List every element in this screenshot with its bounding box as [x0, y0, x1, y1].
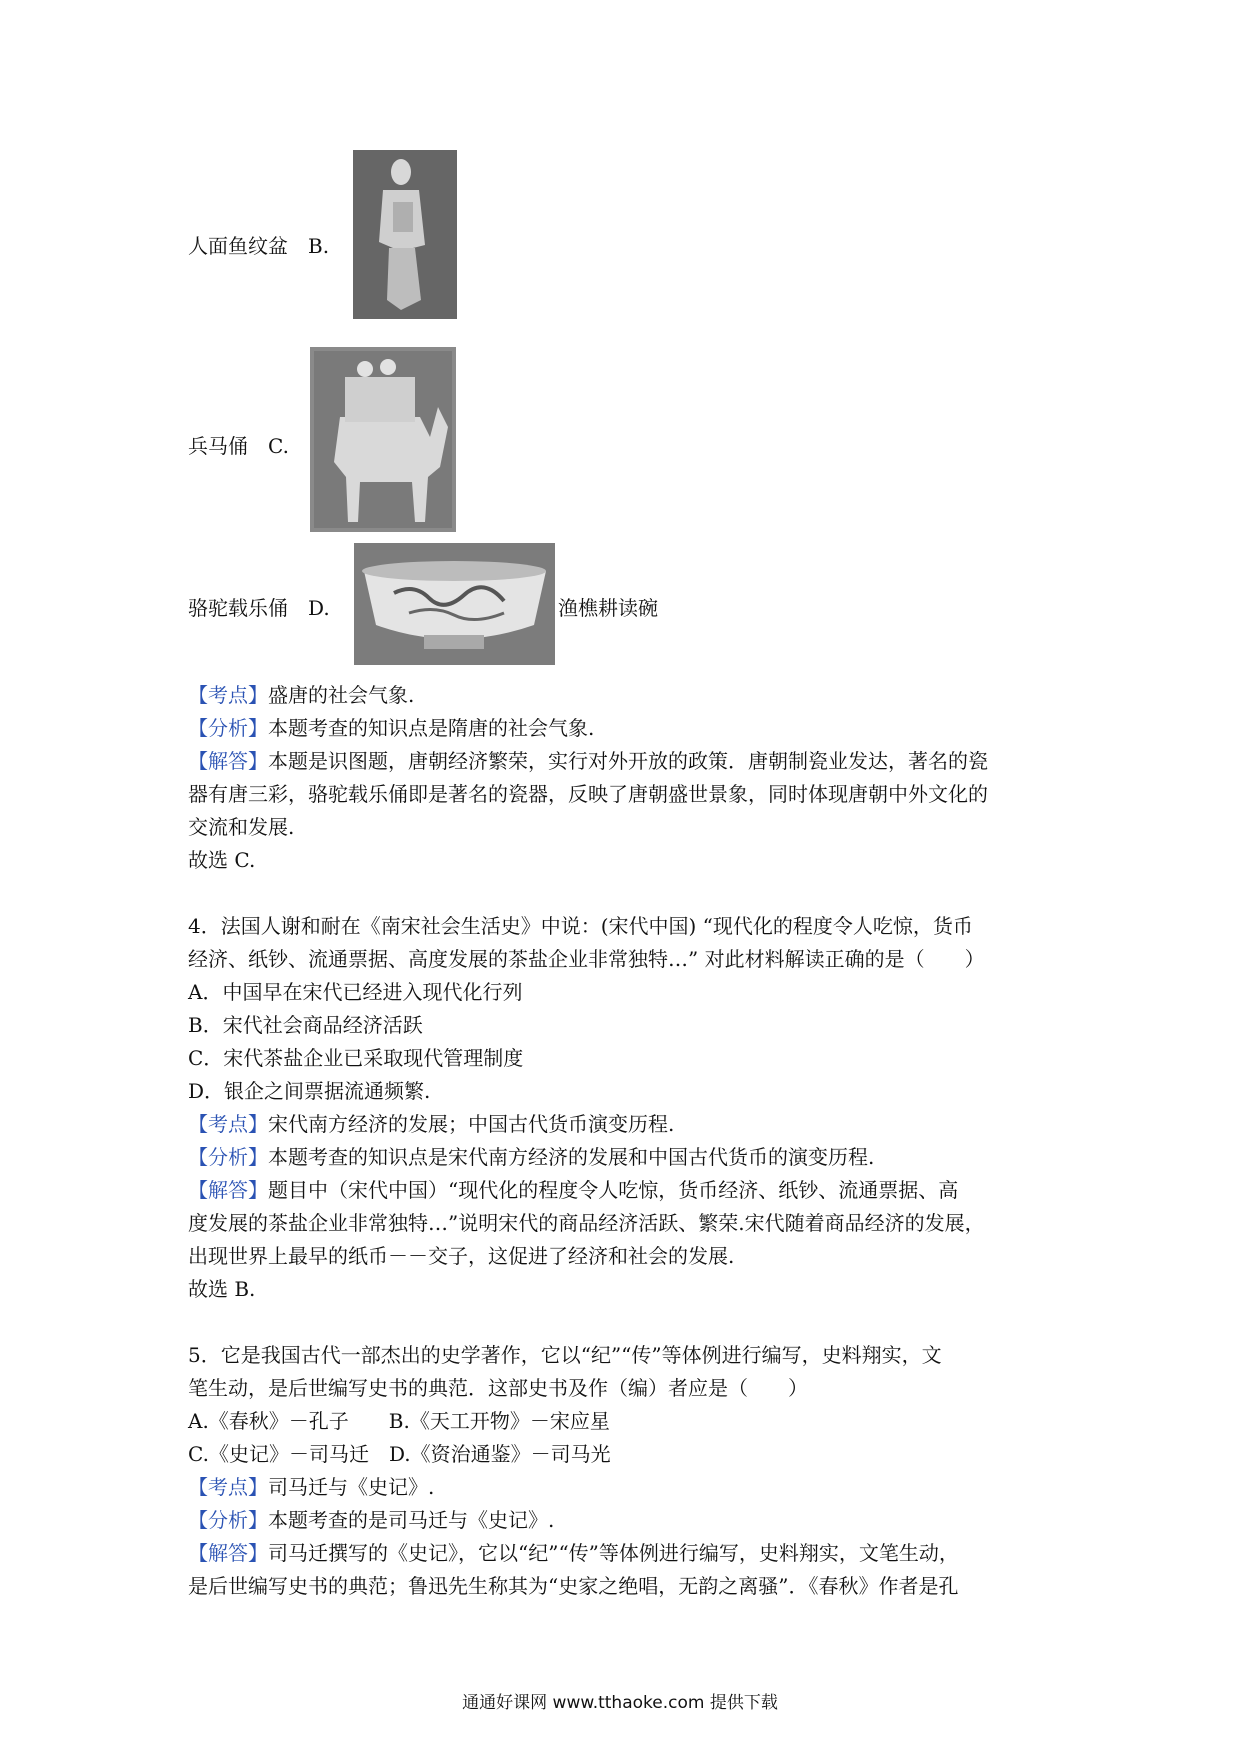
option-a-caption: 人面鱼纹盆 — [188, 234, 288, 258]
q5-jieda: 【解答】司马迁撰写的《史记》，它以“纪”“传”等体例进行编写，史料翔实，文笔生动， — [188, 1541, 959, 1565]
q3-kaodian-text: 盛唐的社会气象. — [268, 683, 415, 707]
q5-jieda-line1: 司马迁撰写的《史记》，它以“纪”“传”等体例进行编写，史料翔实，文笔生动， — [268, 1541, 959, 1565]
q4-jieda-line2: 度发展的茶盐企业非常独特…”说明宋代的商品经济活跃、繁荣.宋代随着商品经济的发展， — [188, 1211, 985, 1235]
q4-option-c: C．宋代茶盐企业已采取现代管理制度 — [188, 1046, 524, 1070]
option-d-letter: D. — [308, 596, 330, 620]
q3-kaodian-label: 考点 — [208, 683, 248, 707]
option-b-caption-line — [188, 430, 289, 463]
q4-option-d: D．银企之间票据流通频繁. — [188, 1079, 431, 1103]
option-c-caption-line — [188, 592, 330, 625]
option-c-caption: 骆驼载乐俑 — [188, 596, 288, 620]
option-d-caption: 渔樵耕读碗 — [558, 596, 658, 620]
q5-fenxi-label: 分析 — [208, 1508, 248, 1532]
q4-kaodian: 【考点】宋代南方经济的发展；中国古代货币演变历程. — [188, 1112, 675, 1136]
q4-stem-line2: 经济、纸钞、流通票据、高度发展的茶盐企业非常独特…” 对此材料解读正确的是（ ） — [188, 947, 985, 971]
q4-option-a: A．中国早在宋代已经进入现代化行列 — [188, 980, 523, 1004]
q5-kaodian-label: 考点 — [208, 1475, 248, 1499]
bowl-photo — [354, 543, 555, 665]
q5-stem-line2: 笔生动，是后世编写史书的典范．这部史书及作（编）者应是（ ） — [188, 1376, 808, 1400]
q4-fenxi: 【分析】本题考查的知识点是宋代南方经济的发展和中国古代货币的演变历程. — [188, 1145, 875, 1169]
q3-answer: 故选 C. — [188, 848, 256, 872]
q3-fenxi-label: 分析 — [208, 716, 248, 740]
q3-jieda: 【解答】本题是识图题，唐朝经济繁荣，实行对外开放的政策．唐朝制瓷业发达，著名的瓷 — [188, 749, 988, 773]
q3-fenxi-text: 本题考查的知识点是隋唐的社会气象. — [268, 716, 595, 740]
q4-kaodian-text: 宋代南方经济的发展；中国古代货币演变历程. — [268, 1112, 675, 1136]
option-c-letter: C. — [268, 434, 289, 458]
q5-options-row2: C.《史记》－司马迁 D.《资治通鉴》－司马光 — [188, 1442, 611, 1466]
option-b-letter: B. — [308, 234, 330, 258]
q4-stem-line1: 4．法国人谢和耐在《南宋社会生活史》中说：(宋代中国) “现代化的程度令人吃惊，货币 — [188, 914, 973, 938]
q4-fenxi-text: 本题考查的知识点是宋代南方经济的发展和中国古代货币的演变历程. — [268, 1145, 875, 1169]
camel-figurine-photo — [310, 347, 456, 532]
q4-answer: 故选 B. — [188, 1277, 256, 1301]
page-footer: 通通好课网 www.tthaoke.com 提供下载 — [462, 1693, 778, 1713]
q4-jieda-line1: 题目中（宋代中国）“现代化的程度令人吃惊，货币经济、纸钞、流通票据、高 — [268, 1178, 959, 1202]
q5-stem-line1: 5．它是我国古代一部杰出的史学著作，它以“纪”“传”等体例进行编写，史料翔实，文 — [188, 1343, 942, 1367]
q5-jieda-label: 解答 — [208, 1541, 248, 1565]
terracotta-warrior-photo — [353, 150, 457, 319]
q3-jieda-line3: 交流和发展. — [188, 815, 295, 839]
q5-fenxi-text: 本题考查的是司马迁与《史记》. — [268, 1508, 555, 1532]
q3-jieda-line1: 本题是识图题，唐朝经济繁荣，实行对外开放的政策．唐朝制瓷业发达，著名的瓷 — [268, 749, 988, 773]
q4-jieda-line3: 出现世界上最早的纸币－－交子，这促进了经济和社会的发展. — [188, 1244, 735, 1268]
q5-options-row1: A.《春秋》－孔子 B.《天工开物》－宋应星 — [188, 1409, 610, 1433]
q5-jieda-line2: 是后世编写史书的典范；鲁迅先生称其为“史家之绝唱，无韵之离骚”．《春秋》作者是孔 — [188, 1574, 959, 1598]
option-b-caption: 兵马俑 — [188, 434, 248, 458]
q5-kaodian-text: 司马迁与《史记》. — [268, 1475, 435, 1499]
q3-jieda-label: 解答 — [208, 749, 248, 773]
q5-kaodian: 【考点】司马迁与《史记》. — [188, 1475, 435, 1499]
q4-jieda-label: 解答 — [208, 1178, 248, 1202]
q3-fenxi: 【分析】本题考查的知识点是隋唐的社会气象. — [188, 716, 595, 740]
q5-fenxi: 【分析】本题考查的是司马迁与《史记》. — [188, 1508, 555, 1532]
option-a-caption-line — [188, 230, 329, 263]
q4-jieda: 【解答】题目中（宋代中国）“现代化的程度令人吃惊，货币经济、纸钞、流通票据、高 — [188, 1178, 959, 1202]
q3-kaodian: 【考点】盛唐的社会气象. — [188, 683, 415, 707]
q3-jieda-line2: 器有唐三彩，骆驼载乐俑即是著名的瓷器，反映了唐朝盛世景象，同时体现唐朝中外文化的 — [188, 782, 988, 806]
q4-fenxi-label: 分析 — [208, 1145, 248, 1169]
q4-kaodian-label: 考点 — [208, 1112, 248, 1136]
q4-option-b: B．宋代社会商品经济活跃 — [188, 1013, 423, 1037]
